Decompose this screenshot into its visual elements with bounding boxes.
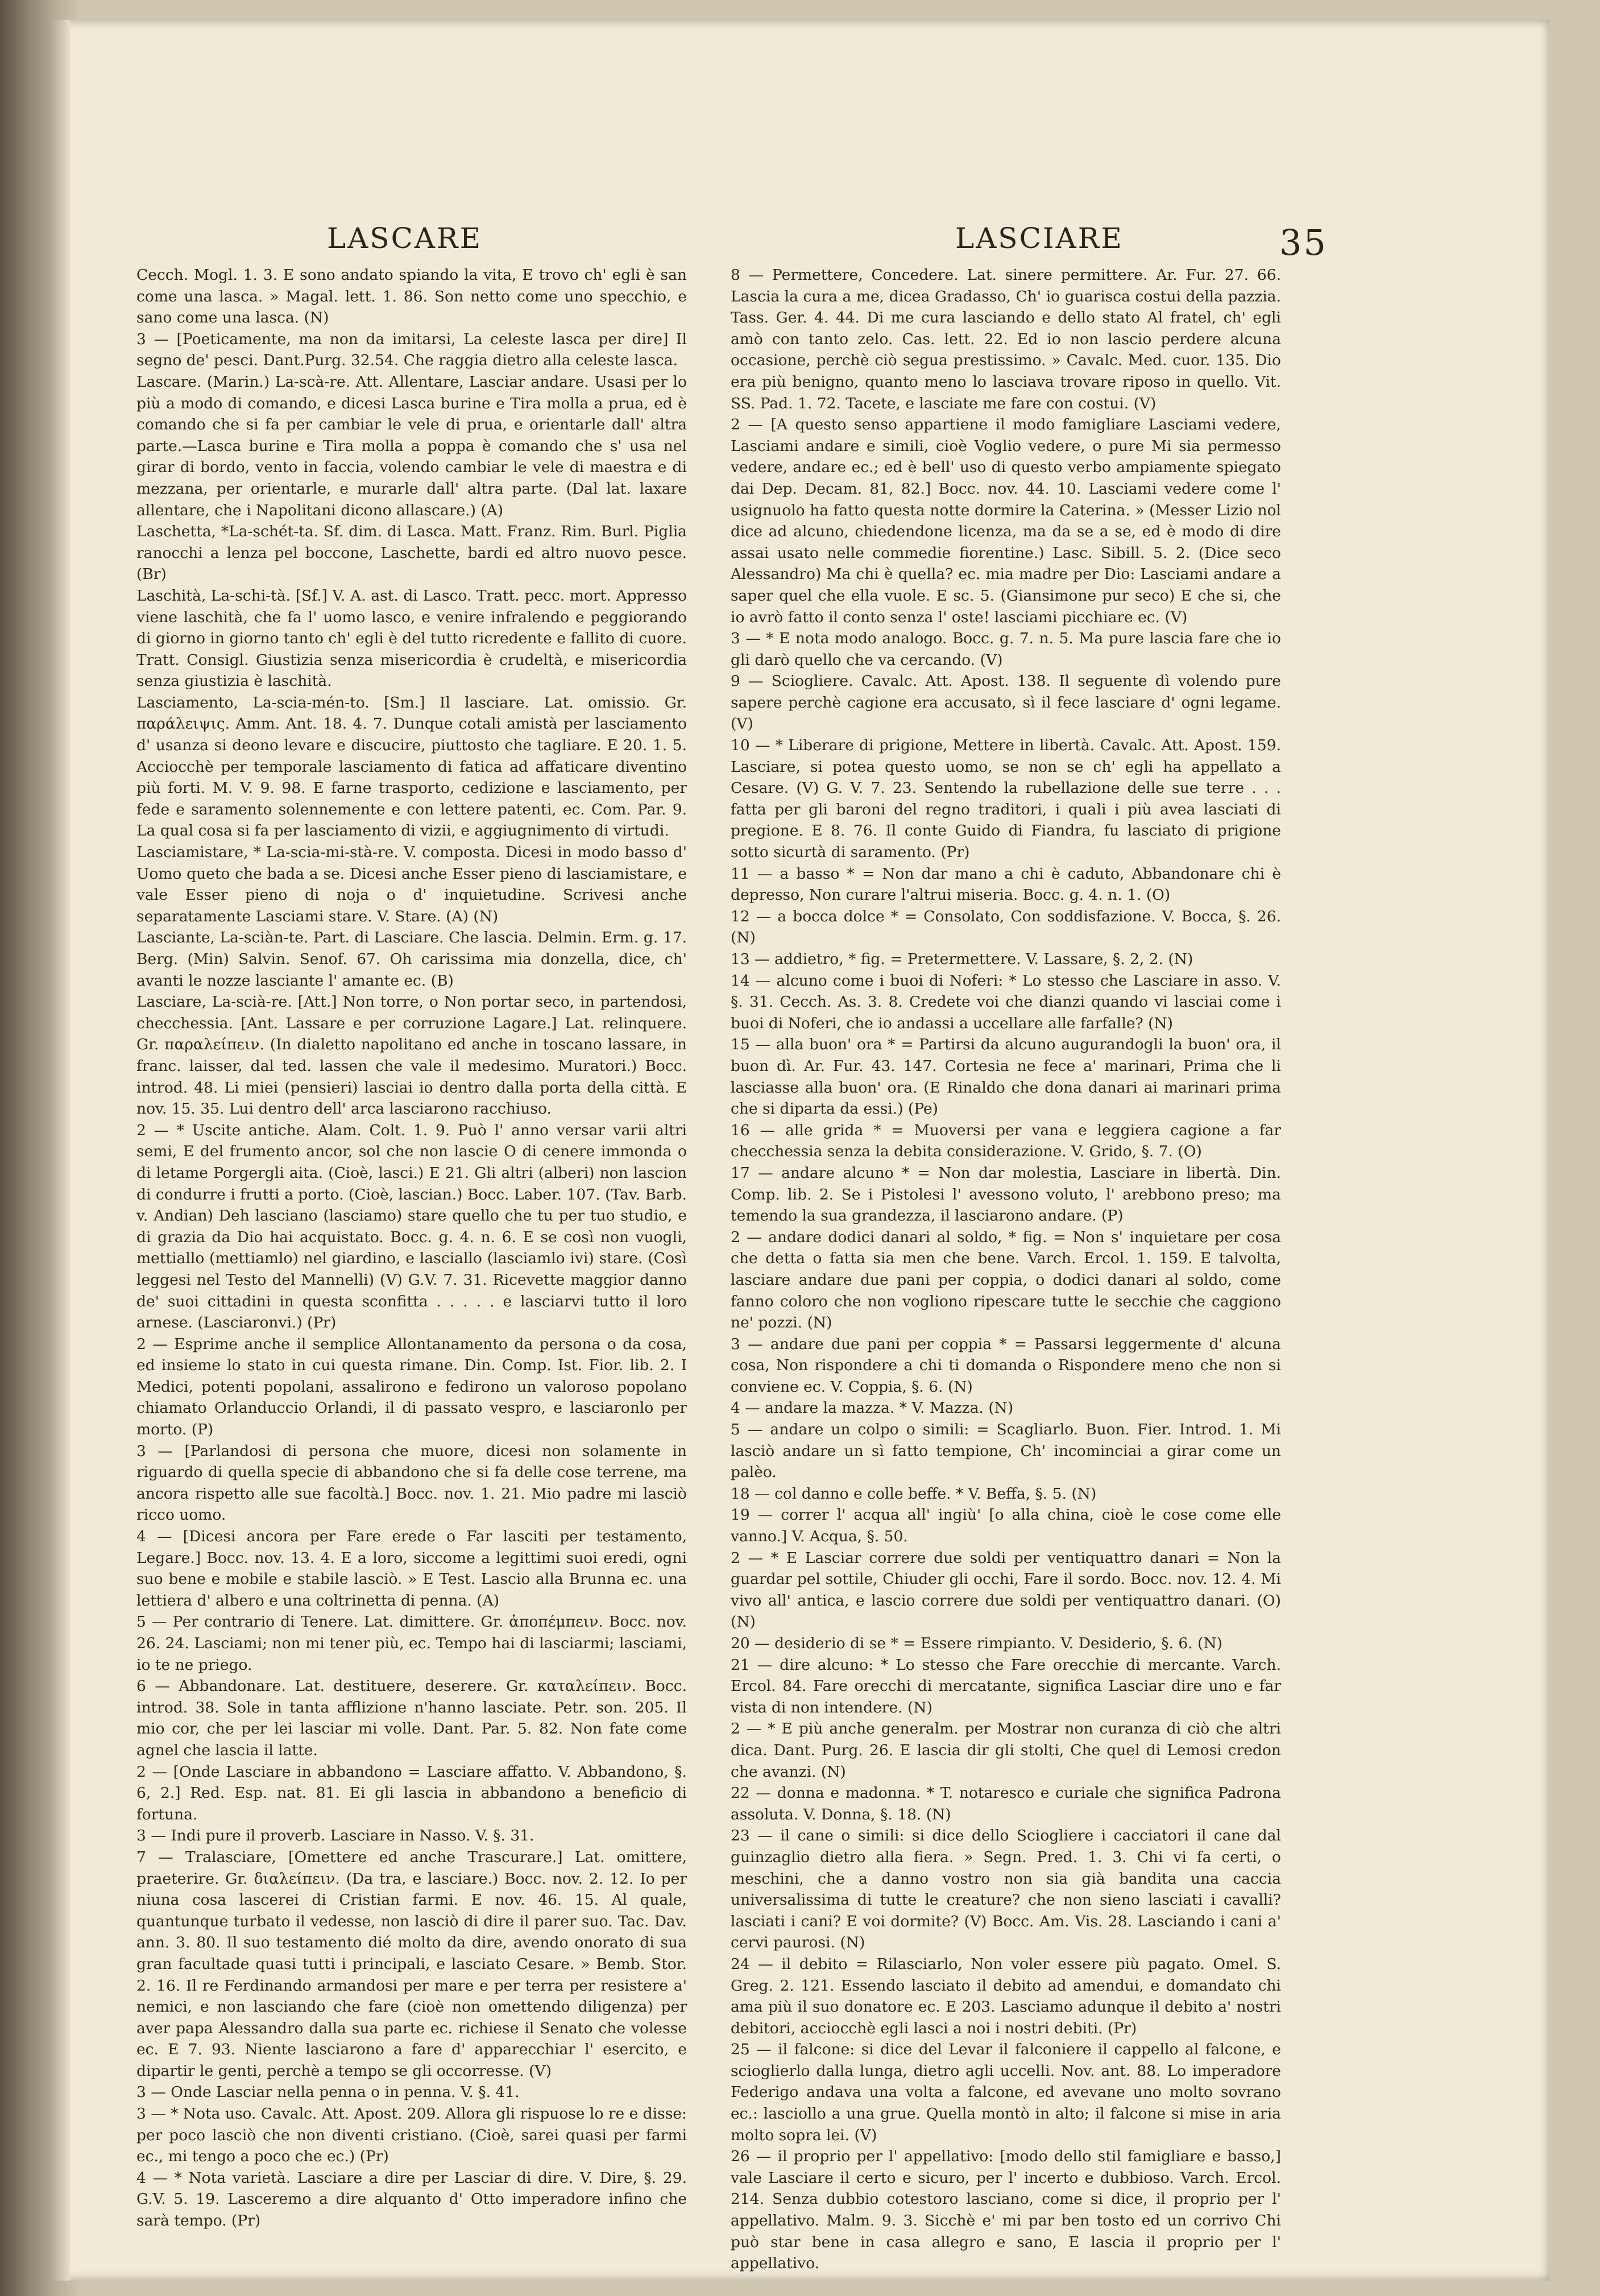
entry-paragraph: 2 — * E più anche generalm. per Mostrar non curanza di ciò che altri dica. Dant. Purg. 26. E lascia dir gli stolti, Che quel di Lemosi credon che avanzi. (N) — [731, 1720, 1281, 1781]
entry-paragraph: 16 — alle grida * = Muoversi per vana e leggiera cagione a far checchessia senza la debita considerazione. V. Grido, §. 7. (O) — [731, 1121, 1281, 1161]
entry-paragraph: 14 — alcuno come i buoi di Noferi: * Lo stesso che Lasciare in asso. V. §. 31. Cecch. As. 3. 8. Credete voi che dianzi quando vi lasciai come i buoi di Noferi, che io andassi a uccellare alle farfalle? (N) — [731, 971, 1281, 1032]
running-head-right: LASCIARE — [955, 222, 1124, 255]
entry-paragraph: 3 — * E nota modo analogo. Bocc. g. 7. n. 5. Ma pure lascia fare che io gli darò quello che va cercando. (V) — [731, 630, 1281, 669]
entry-paragraph: 25 — il falcone: si dice del Levar il falconiere il cappello al falcone, e scioglierlo dalla lunga, dietro agli uccelli. Nov. ant. 88. Lo imperadore Federigo andava una volta a falcone, ed avevane uno molto sovrano ec.: lasciollo a una grue. Quella montò in alto; il falcone si mise in aria molto sopra lei. (V) — [731, 2041, 1281, 2144]
entry-paragraph: 2 — * Uscite antiche. Alam. Colt. 1. 9. Può l' anno versar varii altri semi, E del frumento ancor, sol che non lascie O di cenere immonda o di letame Porgergli aita. (Cioè, lasci.) E 21. Gli altri (alberi) non lascion di condurre i frutti a porto. (Cioè, lascian.) Bocc. Laber. 107. (Tav. Barb. v. Andian) Deh lasciano (lasciamo) stare quello che tu per tuo studio, e di grazia da Dio hai acquistato. Bocc. g. 4. n. 6. E se così non vuogli, mettiallo (mettiamlo) nel giardino, e lasciallo (lasciamlo ivi) stare. (Così leggesi nel Testo del Mannelli) (V) G.V. 7. 31. Ricevette maggior danno de' suoi cittadini in questa sconfitta . . . . . e lasciarvi tutto il loro arnese. (Lasciaronvi.) (Pr) — [136, 1121, 687, 1332]
entry-paragraph: 5 — Per contrario di Tenere. Lat. dimittere. Gr. ἀποπέμπειν. Bocc. nov. 26. 24. Lasciami; non mi tener più, ec. Tempo hai di lasciarmi; lasciami, io te ne priego. — [136, 1613, 687, 1674]
entry-paragraph: 13 — addietro, * fig. = Pretermettere. V. Lassare, §. 2, 2. (N) — [731, 950, 1193, 968]
entry-paragraph: Lasciare, La-scià-re. [Att.] Non torre, o Non portar seco, in partendosi, checchessia. [Ant. Lassare e per corruzione Lagare.] Lat. relinquere. Gr. παραλείπειν. (In dialetto napolitano ed anche in toscano lassare, in franc. laisser, dal ted. lassen che vale il medesimo. Muratori.) Bocc. introd. 48. Li miei (pensieri) lasciai io dentro dalla porta della città. E nov. 15. 35. Lui dentro dell' arca lasciarono racchiuso. — [136, 993, 687, 1118]
entry-paragraph: 4 — * Nota varietà. Lasciare a dire per Lasciar di dire. V. Dire, §. 29. G.V. 5. 19. Lasceremo a dire alquanto d' Otto imperadore infino che sarà tempo. (Pr) — [136, 2169, 687, 2230]
entry-paragraph: Cecch. Mogl. 1. 3. E sono andato spiando la vita, E trovo ch' egli è san come una lasca. » Magal. lett. 1. 86. Son netto come uno specchio, e sano come una lasca. (N) — [136, 266, 687, 327]
entry-paragraph: 23 — il cane o simili: si dice dello Sciogliere i cacciatori il cane dal guinzaglio dietro alla fiera. » Segn. Pred. 1. 3. Chi vi fa certi, o meschini, che a danno vostro non sia già bandita una caccia universalissima di tutte le creature? che non sieno lasciati i cavalli? lasciati i cani? E voi dormite? (V) Bocc. Am. Vis. 28. Lasciando i cani a' cervi paurosi. (N) — [731, 1827, 1281, 1952]
entry-paragraph: 26 — il proprio per l' appellativo: [modo dello stil famigliare e basso,] vale Lasciare il certo e sicuro, per l' incerto e dubbioso. Varch. Ercol. 214. Senza dubbio cotestoro lasciano, come si dice, il proprio per l' appellativo. Malm. 9. 3. Sicchè e' mi par ben tosto ed un corrivo Chi può star bene in casa allegro e sano, E lascia il proprio per l' appellativo. — [731, 2148, 1281, 2273]
entry-paragraph: 24 — il debito = Rilasciarlo, Non voler essere più pagato. Omel. S. Greg. 2. 121. Essendo lasciato il debito ad amendui, e domandato chi ama più il suo donatore ec. E 203. Lasciamo adunque il debito a' nostri debitori, acciocchè egli lasci a noi i nostri debiti. (Pr) — [731, 1955, 1281, 2037]
entry-paragraph: 2 — Esprime anche il semplice Allontanamento da persona o da cosa, ed insieme lo stato in cui questa rimane. Din. Comp. Ist. Fior. lib. 2. I Medici, potenti popolani, assalirono e fedirono un valoroso popolano chiamato Orlanduccio Orlandi, il di passato vespro, e lasciaronlo per morto. (P) — [136, 1335, 687, 1439]
entry-paragraph: Lasciamento, La-scia-mén-to. [Sm.] Il lasciare. Lat. omissio. Gr. παράλειψις. Amm. Ant. 18. 4. 7. Dunque cotali amistà per lasciamento d' usanza si deono levare e discucire, piuttosto che tagliare. E 20. 1. 5. Acciocchè per temporale lasciamento di fatica ad affaticare diventino più forti. M. V. 9. 98. E farne trasporto, cedizione e lasciamento, per fede e saramento solennemente e con lettere patenti, ec. Com. Par. 9. La qual cosa si fa per lasciamento di vizii, e aggiugnimento di virtudi. — [136, 693, 687, 840]
entry-paragraph: 3 — [Poeticamente, ma non da imitarsi, La celeste lasca per dire] Il segno de' pesci. Dant.Purg. 32.54. Che raggia dietro alla celeste lasca. — [136, 330, 687, 370]
entry-paragraph: 15 — alla buon' ora * = Partirsi da alcuno augurandogli la buon' ora, il buon dì. Ar. Fur. 43. 147. Cortesia ne fece a' marinari, Prima che li lasciasse alla buon' ora. (E Rinaldo che dona danari ai marinari prima che si diparta da essi.) (Pe) — [731, 1036, 1281, 1118]
entry-paragraph: 18 — col danno e colle beffe. * V. Beffa, §. 5. (N) — [731, 1484, 1097, 1503]
entry-paragraph: 11 — a basso * = Non dar mano a chi è caduto, Abbandonare chi è depresso, Non curare l'altrui miseria. Bocc. g. 4. n. 1. (O) — [731, 864, 1281, 904]
page-inner-edge — [48, 20, 70, 2281]
entry-paragraph: 20 — desiderio di se * = Essere rimpianto. V. Desiderio, §. 6. (N) — [731, 1635, 1223, 1652]
entry-paragraph: 3 — Indi pure il proverb. Lasciare in Nasso. V. §. 31. — [136, 1827, 534, 1845]
entry-paragraph: 17 — andare alcuno * = Non dar molestia, Lasciare in libertà. Din. Comp. lib. 2. Se i Pistolesi l' avessono voluto, l' arebbono preso; ma temendo la sua grandezza, il lasciarono andare. (P) — [731, 1164, 1281, 1225]
entry-paragraph: 2 — [Onde Lasciare in abbandono = Lasciare affatto. V. Abbandono, §. 6, 2.] Red. Esp. nat. 81. Ei gli lascia in abbandono a beneficio di fortuna. — [136, 1763, 687, 1823]
entry-paragraph: 2 — andare dodici danari al soldo, * fig. = Non s' inquietare per cosa che detta o fatta sia men che bene. Varch. Ercol. 1. 159. E talvolta, lasciare andare due pani per coppia, o dodici danari al soldo, come fanno coloro che non vogliono ripescare tutte le secchie che caggiono ne' pozzi. (N) — [731, 1228, 1281, 1332]
entry-paragraph: Lasciante, La-sciàn-te. Part. di Lasciare. Che lascia. Delmin. Erm. g. 17. Berg. (Min) Salvin. Senof. 67. Oh carissima mia donzella, dice, ch' avanti le nozze lasciante l' amante ec. (B) — [136, 929, 687, 990]
entry-paragraph: 2 — * E Lasciar correre due soldi per ventiquattro danari = Non la guardar pel sottile, Chiuder gli occhi, Fare il sordo. Bocc. nov. 12. 4. Mi vivo all' antica, e lascio correre due soldi per ventiquattro danari. (O) (N) — [731, 1549, 1281, 1631]
entry-paragraph: Lasciamistare, * La-scia-mi-stà-re. V. composta. Dicesi in modo basso d' Uomo queto che bada a se. Dicesi anche Esser pieno di lasciamistare, e vale Esser pieno di noja o d' inquietudine. Scrivesi anche separatamente Lasciami stare. V. Stare. (A) (N) — [136, 843, 687, 925]
entry-paragraph: 22 — donna e madonna. * T. notaresco e curiale che significa Padrona assoluta. V. Donna, §. 18. (N) — [731, 1784, 1281, 1823]
entry-paragraph: Lascare. (Marin.) La-scà-re. Att. Allentare, Lasciar andare. Usasi per lo più a modo di comando, e dicesi Lasca burine e Tira molla a prua, ed è comando che si fa per cambiar le vele di prua, e orientarle dall' altra parte.—Lasca burine e Tira molla a poppa è comando che s' usa nel girar di bordo, vento in faccia, volendo cambiar le vele di maestra e di mezzana, per orientarle, e murarle dall' altra parte. (Dal lat. laxare allentare, che i Napolitani dicono allascare.) (A) — [136, 373, 687, 519]
entry-paragraph: 21 — dire alcuno: * Lo stesso che Fare orecchie di mercante. Varch. Ercol. 84. Fare orecchi di mercatante, significa Lasciar dire uno e far vista di non intendere. (N) — [731, 1656, 1281, 1716]
entry-paragraph: 5 — andare un colpo o simili: = Scagliarlo. Buon. Fier. Introd. 1. Mi lasciò andare un sì fatto tempione, Ch' incominciai a girar come un palèo. — [731, 1421, 1281, 1482]
entry-paragraph: 8 — Permettere, Concedere. Lat. sinere permittere. Ar. Fur. 27. 66. Lascia la cura a me, dicea Gradasso, Ch' io guarisca costui della pazzia. Tass. Ger. 4. 44. Di me cura lasciando e dello stato Al fratel, ch' egli amò con tanto zelo. Cas. lett. 22. Ed io non lascio perdere alcuna occasione, perchè ciò segua prestissimo. » Cavalc. Med. cuor. 135. Dio era più benigno, quanto meno lo lasciava trovare riposo in quello. Vit. SS. Pad. 1. 72. Tacete, e lasciate me fare con costui. (V) — [731, 266, 1281, 412]
entry-paragraph: Laschetta, *La-schét-ta. Sf. dim. di Lasca. Matt. Franz. Rim. Burl. Piglia ranocchi a lenza pel boccone, Laschette, bardi ed altro nuovo pesce.(Br) — [136, 523, 687, 584]
entry-paragraph: 4 — andare la mazza. * V. Mazza. (N) — [731, 1399, 1014, 1417]
page-number: 35 — [1279, 222, 1328, 263]
right-column — [731, 264, 1281, 2274]
entry-paragraph: 12 — a bocca dolce * = Consolato, Con soddisfazione. V. Bocca, §. 26. (N) — [731, 907, 1281, 947]
entry-paragraph: 3 — [Parlandosi di persona che muore, dicesi non solamente in riguardo di quella specie di abbandono che si fa delle cose terrene, ma ancora rispetto alle sue facoltà.] Bocc. nov. 1. 21. Mio padre mi lasciò ricco uomo. — [136, 1442, 687, 1524]
entry-paragraph: 7 — Tralasciare, [Omettere ed anche Trascurare.] Lat. omittere, praeterire. Gr. διαλείπειν. (Da tra, e lasciare.) Bocc. nov. 2. 12. Io per niuna cosa lascerei di Cristian farmi. E nov. 46. 15. Al quale, quantunque turbato il vedesse, non lasciò di dire il parer suo. Tac. Dav. ann. 3. 80. Il suo testamento dié molto da dire, avendo onorato di sua gran facultade quasi tutti i principali, e lasciato Cesare. » Bemb. Stor. 2. 16. Il re Ferdinando armandosi per mare e per terra per resistere a' nemici, e non lasciando che fare (cioè non omettendo diligenza) per aver papa Alessandro dalla sua parte ec. richiese il Senato che volesse ec. E 7. 93. Niente lasciarono a fare d' apparecchiar l' esercito, e dipartir le genti, perchè a tempo se gli occorresse. (V) — [136, 1848, 687, 2080]
entry-paragraph: 10 — * Liberare di prigione, Mettere in libertà. Cavalc. Att. Apost. 159. Lasciare, si potea questo uomo, se non se ch' egli ha appellato a Cesare. (V) G. V. 7. 23. Sentendo la rubellazione delle sue terre . . . fatta per gli baroni del regno traditori, i quali i più avea lasciati di pregione. E 8. 76. Il conte Guido di Fiandra, fu lasciato di prigione sotto sicurtà di saramento. (Pr) — [731, 737, 1281, 862]
entry-paragraph: 2 — [A questo senso appartiene il modo famigliare Lasciami vedere, Lasciami andare e simili, cioè Voglio vedere, o pure Mi sia permesso vedere, andare ec.; ed è bell' uso di questo verbo ampiamente spiegato dai Dep. Decam. 81, 82.] Bocc. nov. 44. 10. Lasciami vedere come l' usignuolo ha fatto questa notte dormire la Caterina. » (Messer Lizio nol dice ad alcuno, chiedendone licenza, ma da se a se, ed è modo di dire assai usato nelle commedie fiorentine.) Lasc. Sibill. 5. 2. (Dice seco Alessandro) Ma chi è quella? ec. mia madre per Dio: Lasciami andare a saper quel che ella vuole. E sc. 5. (Giansimone pur seco) E che si, che io avrò fatto il conto senza l' oste! lasciami picchiare ec. (V) — [731, 416, 1281, 626]
entry-paragraph: 9 — Sciogliere. Cavalc. Att. Apost. 138. Il seguente dì volendo pure sapere perchè cagione era accusato, sì il fece lasciare d' ogni legame. (V) — [731, 672, 1281, 733]
entry-paragraph: 3 — Onde Lasciar nella penna o in penna. V. §. 41. — [136, 2083, 520, 2101]
entry-paragraph: 3 — * Nota uso. Cavalc. Att. Apost. 209. Allora gli rispuose lo re e disse: per poco lasciò che non diventi cristiano. (Cioè, sarei quasi per farmi ec., mi tengo a poco che ec.) (Pr) — [136, 2105, 687, 2166]
entry-paragraph: 4 — [Dicesi ancora per Fare erede o Far lasciti per testamento, Legare.] Bocc. nov. 13. 4. E a loro, siccome a legittimi suoi eredi, ogni suo bene e mobile e stabile lasciò. » E Test. Lascio alla Brunna ec. una lettiera d' albero e una coltrinetta di penna. (A) — [136, 1528, 687, 1610]
entry-paragraph: 3 — andare due pani per coppia * = Passarsi leggermente d' alcuna cosa, Non rispondere a chi ti domanda o Rispondere meno che non si conviene ec. V. Coppia, §. 6. (N) — [731, 1335, 1281, 1396]
running-head-left: LASCARE — [327, 222, 483, 255]
entry-paragraph: Laschità, La-schi-tà. [Sf.] V. A. ast. di Lasco. Tratt. pecc. mort. Appresso viene laschità, che fa l' uomo lasco, e venire infralendo e peggiorando di giorno in giorno tanto ch' egli è del tutto ricredente e fallito di cuore. Tratt. Consigl. Giustizia senza misericordia è crudeltà, e misericordia senza giustizia è laschità. — [136, 586, 687, 690]
left-column — [136, 264, 687, 2232]
entry-paragraph: 6 — Abbandonare. Lat. destituere, deserere. Gr. καταλείπειν. Bocc. introd. 38. Sole in tanta afflizione n'hanno lasciate. Petr. son. 205. Il mio cor, che per lei lasciar mi volle. Dant. Par. 5. 82. Non fate come agnel che lascia il latte. — [136, 1677, 687, 1759]
entry-paragraph: 19 — correr l' acqua all' ingiù' [o alla china, cioè le cose come elle vanno.] V. Acqua, §. 50. — [731, 1506, 1281, 1546]
